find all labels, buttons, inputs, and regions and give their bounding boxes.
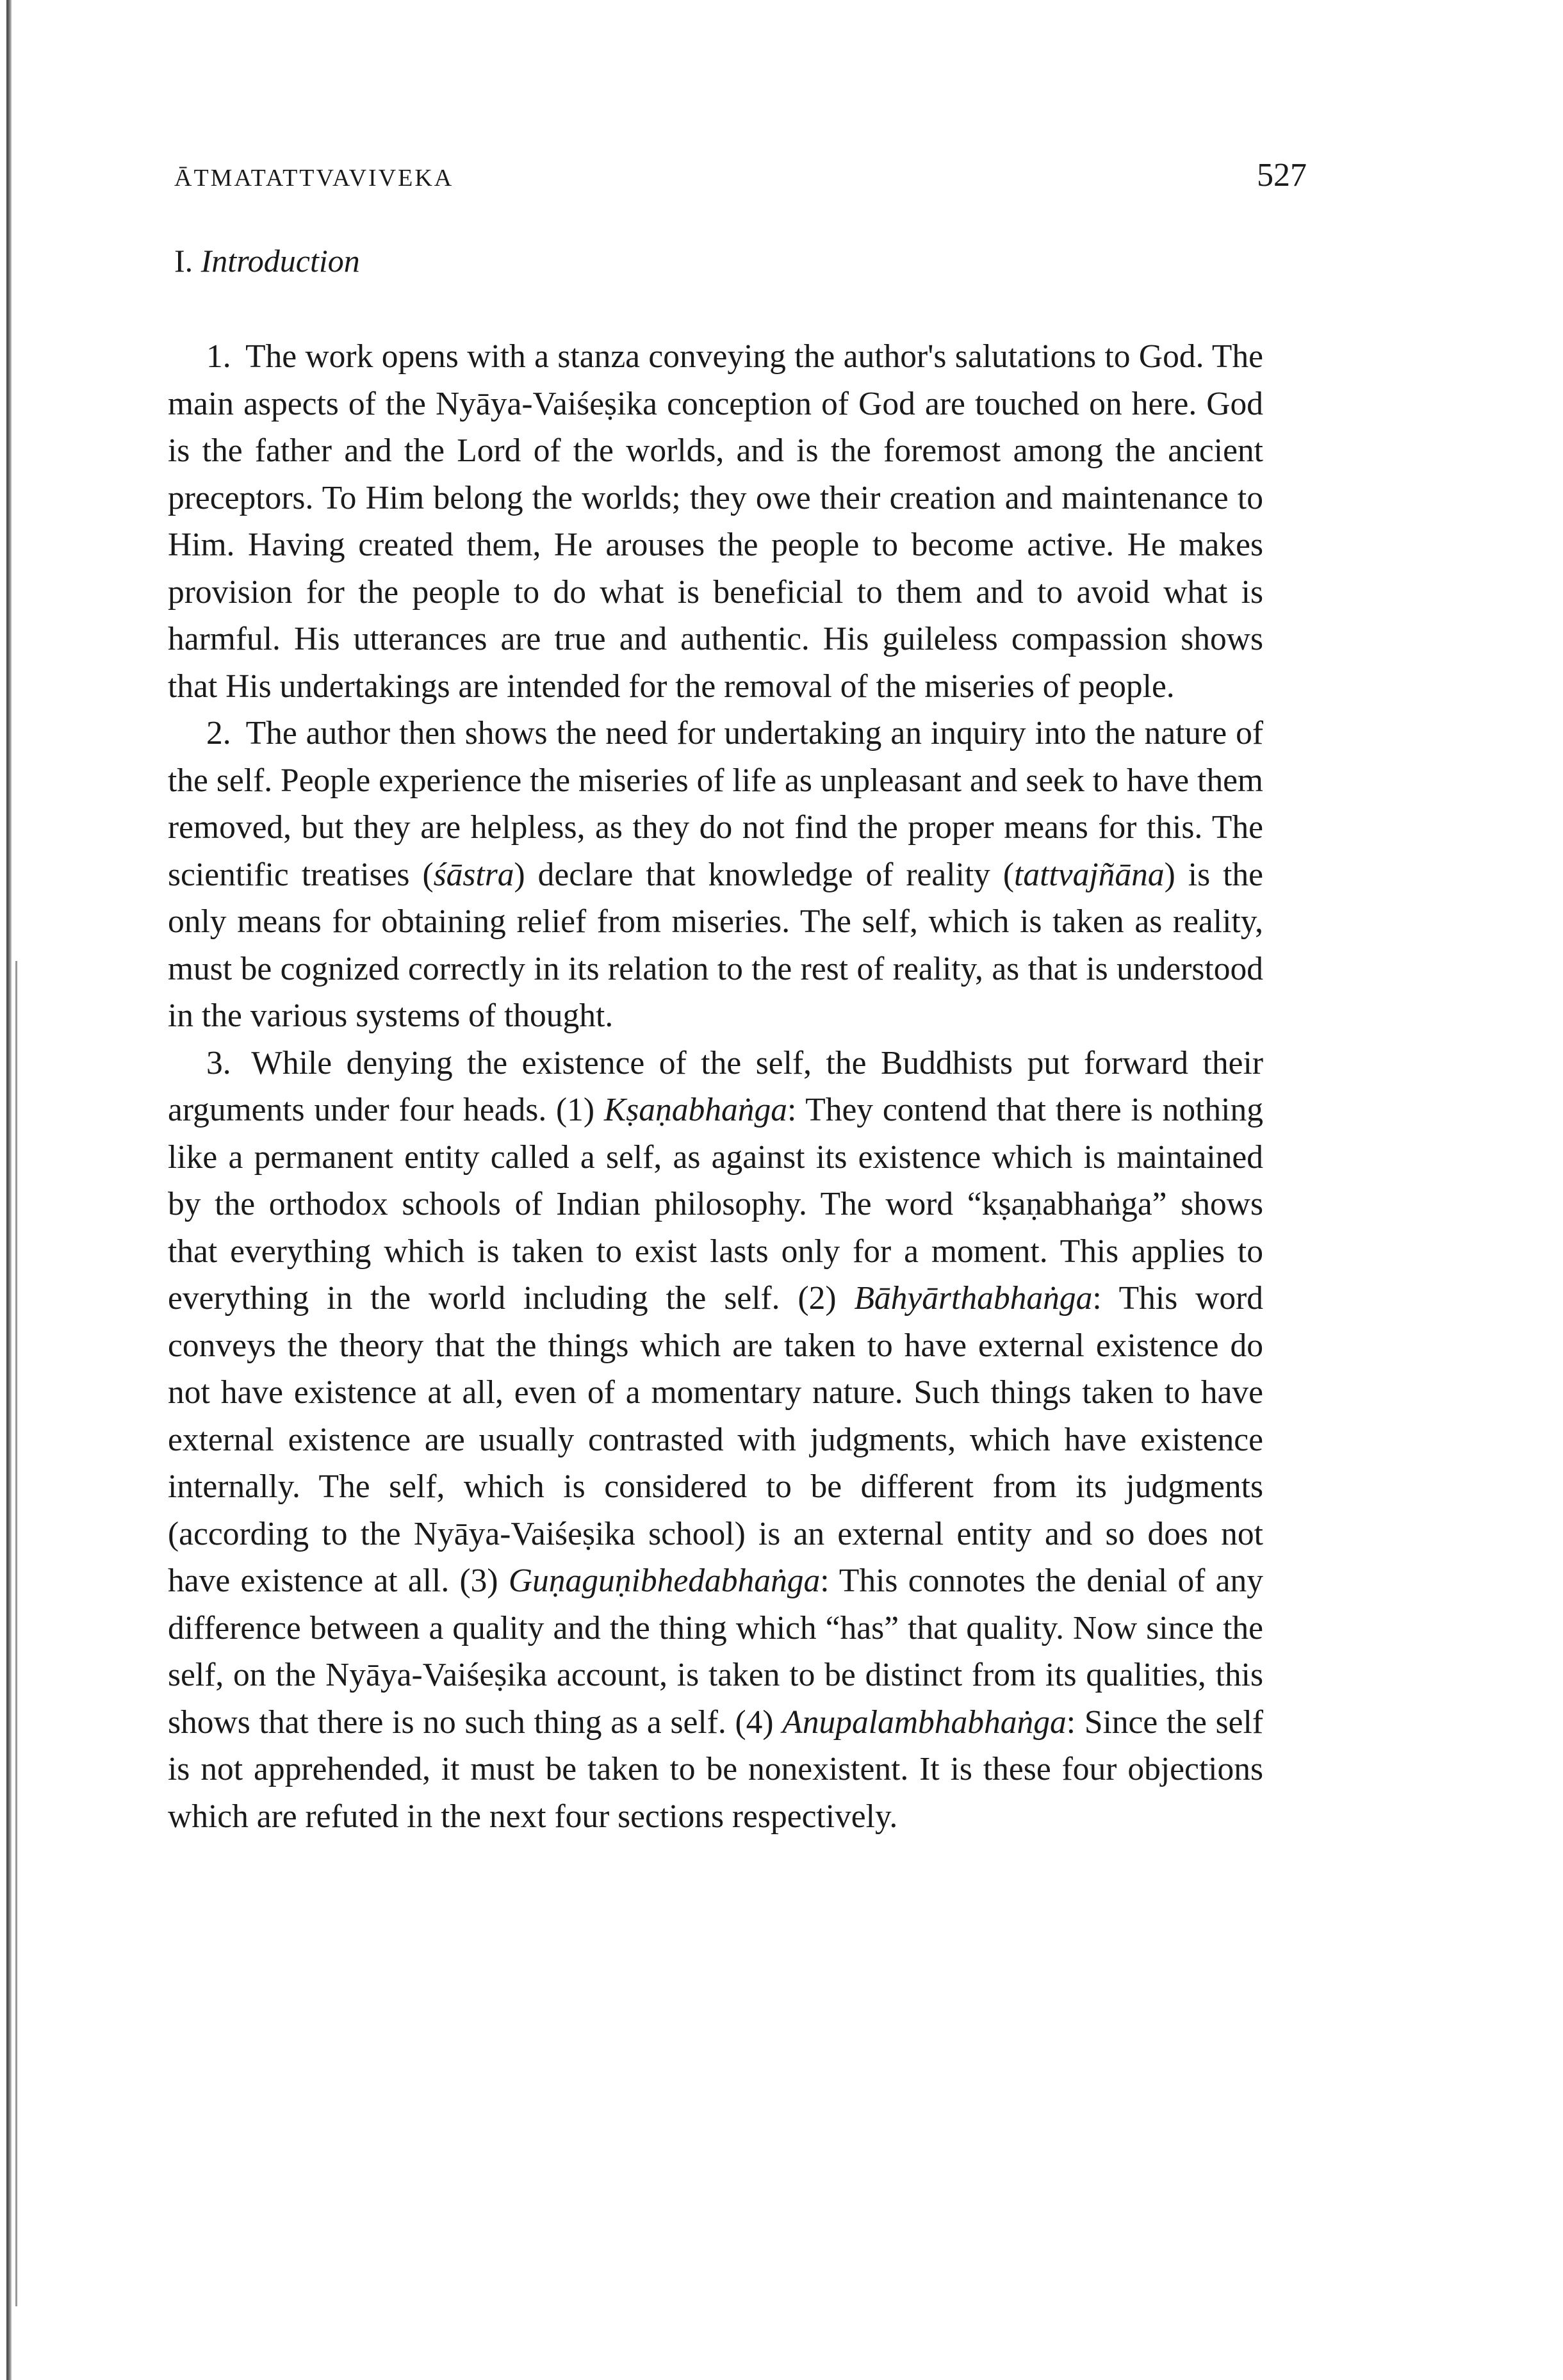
paragraph-text: ) declare that knowledge of reality (	[514, 856, 1015, 893]
scan-binding-edge	[6, 0, 12, 2380]
paragraph-number: 3.	[206, 1044, 231, 1081]
paragraph-text: While denying the existence of the self, the Buddhists put forward their arguments under four heads. (1)	[168, 1044, 1263, 1128]
term-bahyarthabhanga: Bāhyārthabhaṅga	[854, 1280, 1093, 1317]
section-number: I.	[174, 243, 193, 279]
term-sastra: śāstra	[433, 856, 514, 893]
paragraph-3	[168, 1040, 1263, 1841]
paragraph-2	[168, 710, 1263, 1040]
body-text	[168, 333, 1263, 1840]
paragraph-text: : This word conveys the theory that the things which are taken to have external existence do not have existence at all, even of a momentary nature. Such things taken to have external existence are usually contrasted with judgments, which have existence internally. The self, which is considered to be different from its judgments (according to the Nyāya-Vaiśeṣika school) is an external entity and so does not have existence at all. (3)	[168, 1280, 1263, 1599]
running-head: ĀTMATATTVAVIVEKA	[174, 165, 454, 192]
section-title: Introduction	[200, 243, 360, 279]
term-tattvajnana: tattvajñāna	[1014, 856, 1165, 893]
paragraph-text: : Since the self is not apprehended, it must be taken to be nonexistent. It is these four objections which are refuted in the next four sections respectively.	[168, 1703, 1264, 1835]
page-number: 527	[1257, 157, 1307, 193]
section-heading	[174, 242, 360, 279]
paragraph-text: ) is the only means for obtaining relief from miseries. The self, which is taken as reality, must be cognized correctly in its relation to the rest of reality, as that is understood in the various systems of thought.	[168, 856, 1264, 1034]
paragraph-text: : This connotes the denial of any difference between a quality and the thing which “has” that quality. Now since the self, on the Nyāya-Vaiśeṣika account, is taken to be distinct from its qualities, this shows that there is no such thing as a self. (4)	[168, 1563, 1264, 1741]
paragraph-text: : They contend that there is nothing like a permanent entity called a self, as against its existence which is maintained by the orthodox schools of Indian philosophy. The word “kṣaṇabhaṅga” shows that everything which is taken to exist lasts only for a moment. This applies to everything in the world including the self. (2)	[168, 1092, 1263, 1317]
paragraph-number: 1.	[206, 338, 231, 375]
paragraph-text: The work opens with a stanza conveying the author's salutations to God. The main aspects of the Nyāya-Vaiśeṣika conception of God are touched on here. God is the father and the Lord of the worlds, and is the foremost among the ancient preceptors. To Him belong the worlds; they owe their creation and maintenance to Him. Having created them, He arouses the people to become active. He makes provision for the people to do what is beneficial to them and to avoid what is harmful. His utterances are true and authentic. His guileless compassion shows that His undertakings are intended for the removal of the miseries of people.	[168, 338, 1263, 705]
term-ksanabhanga: Kṣaṇabhaṅga	[603, 1092, 788, 1128]
paragraph-1	[168, 333, 1263, 710]
term-gunagunibhedabhanga: Guṇaguṇibhedabhaṅga	[508, 1563, 821, 1599]
paragraph-number: 2.	[206, 715, 231, 751]
paragraph-text: The author then shows the need for undertaking an inquiry into the nature of the self. People experience the miseries of life as unpleasant and seek to have them removed, but they are helpless, as they do not find the proper means for this. The scientific treatises (	[168, 715, 1263, 893]
term-anupalambhabhanga: Anupalambhabhaṅga	[782, 1703, 1067, 1741]
scan-binding-shadow	[15, 961, 17, 2306]
